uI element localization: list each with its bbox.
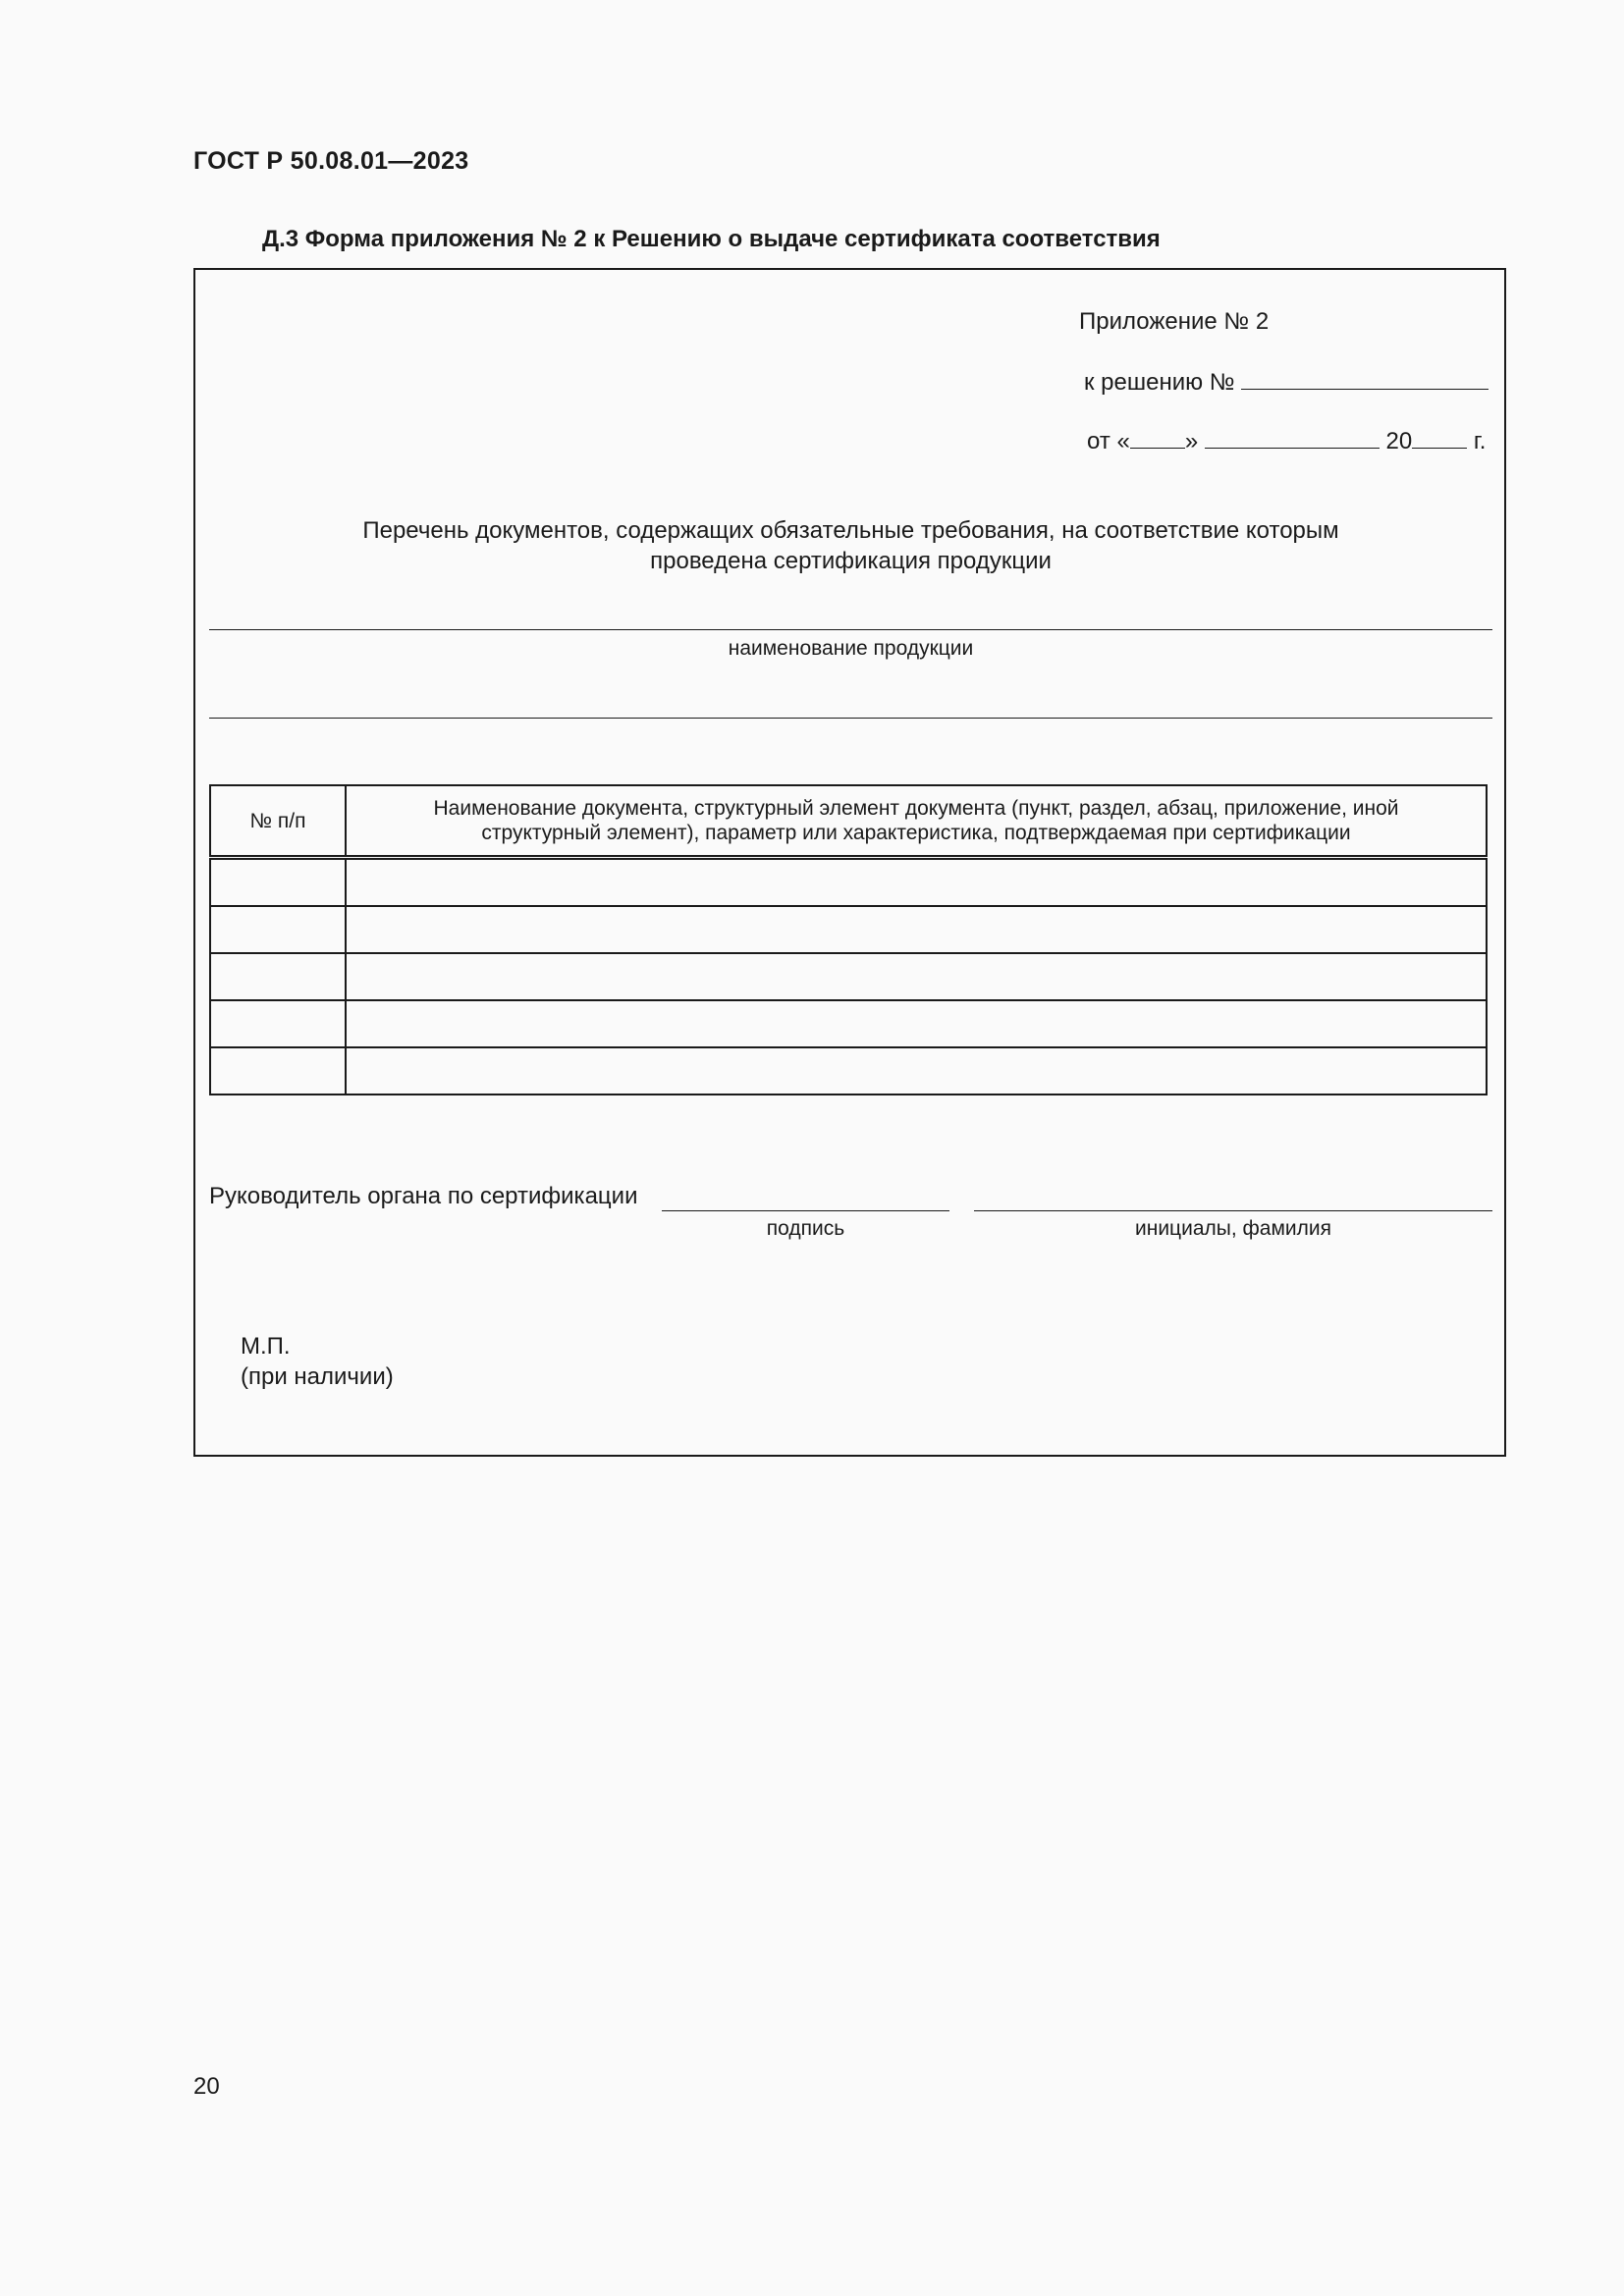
day-field[interactable] bbox=[1130, 426, 1185, 449]
decision-number-line bbox=[1084, 367, 1489, 397]
year-field[interactable] bbox=[1412, 426, 1467, 449]
seal-note bbox=[241, 1331, 394, 1392]
row-document-cell[interactable] bbox=[346, 906, 1487, 953]
table-row bbox=[210, 858, 1487, 907]
list-title-line2: проведена сертификация продукции bbox=[650, 548, 1052, 574]
signature-caption: подпись bbox=[766, 1217, 845, 1240]
list-title-line1: Перечень документов, содержащих обязательные требования, на соответствие которым bbox=[362, 517, 1339, 544]
row-number-cell[interactable] bbox=[210, 1047, 346, 1095]
product-name-field[interactable] bbox=[209, 629, 1492, 630]
documents-table bbox=[209, 784, 1488, 1095]
appendix-label: Приложение № 2 bbox=[1079, 308, 1270, 335]
full-name-field[interactable] bbox=[974, 1210, 1492, 1211]
column-header-document-line2: структурный элемент), параметр или характеристика, подтверждаемая при сертификации bbox=[481, 822, 1351, 844]
year-suffix: г. bbox=[1473, 428, 1487, 454]
year-prefix: 20 bbox=[1385, 428, 1413, 454]
row-number-cell[interactable] bbox=[210, 858, 346, 907]
row-number-cell[interactable] bbox=[210, 1000, 346, 1047]
document-code: ГОСТ Р 50.08.01—2023 bbox=[193, 147, 469, 175]
table-row bbox=[210, 906, 1487, 953]
table-header-row bbox=[210, 785, 1487, 858]
head-of-certification-label: Руководитель органа по сертификации bbox=[209, 1183, 638, 1209]
month-field[interactable] bbox=[1205, 426, 1380, 449]
full-name-caption: инициалы, фамилия bbox=[1135, 1217, 1331, 1240]
product-name-field-2[interactable] bbox=[209, 718, 1492, 719]
row-document-cell[interactable] bbox=[346, 1000, 1487, 1047]
row-number-cell[interactable] bbox=[210, 906, 346, 953]
decision-number-field[interactable] bbox=[1241, 367, 1489, 390]
date-mid: » bbox=[1184, 428, 1199, 454]
table-row bbox=[210, 953, 1487, 1000]
column-header-document bbox=[346, 785, 1487, 858]
row-number-cell[interactable] bbox=[210, 953, 346, 1000]
date-prefix: от « bbox=[1087, 428, 1130, 454]
page-number: 20 bbox=[193, 2073, 220, 2100]
seal-condition: (при наличии) bbox=[241, 1363, 394, 1390]
decision-prefix: к решению № bbox=[1084, 369, 1235, 396]
date-line bbox=[1087, 426, 1486, 455]
table-row bbox=[210, 1000, 1487, 1047]
row-document-cell[interactable] bbox=[346, 858, 1487, 907]
section-title: Д.3 Форма приложения № 2 к Решению о выдаче сертификата соответствия bbox=[262, 226, 1161, 252]
product-name-caption: наименование продукции bbox=[728, 637, 974, 660]
table-row bbox=[210, 1047, 1487, 1095]
column-header-document-line1: Наименование документа, структурный элемент документа (пункт, раздел, абзац, приложение, иной bbox=[433, 797, 1399, 820]
row-document-cell[interactable] bbox=[346, 1047, 1487, 1095]
row-document-cell[interactable] bbox=[346, 953, 1487, 1000]
column-header-number: № п/п bbox=[210, 785, 346, 858]
seal-label: М.П. bbox=[241, 1333, 291, 1360]
signature-field[interactable] bbox=[662, 1210, 949, 1211]
list-title bbox=[209, 515, 1492, 576]
